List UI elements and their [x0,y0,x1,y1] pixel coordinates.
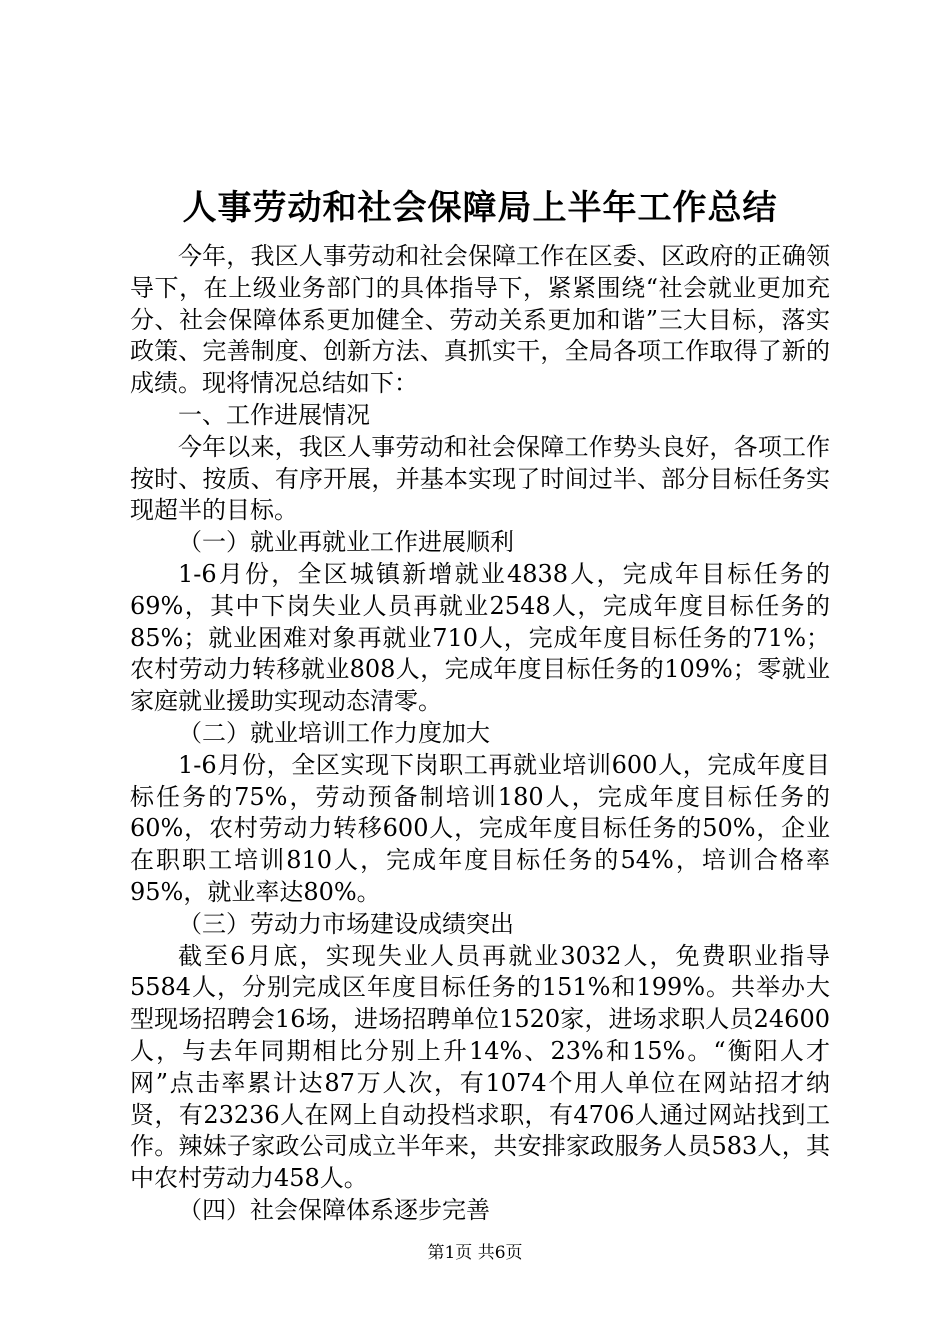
subsection-heading-labor-market: （三）劳动力市场建设成绩突出 [178,909,514,938]
document-body [130,183,830,1227]
subsection-heading-employment: （一）就业再就业工作进展顺利 [178,528,514,557]
subsection-paragraph-employment: 1-6月份，全区城镇新增就业4838人，完成年目标任务的69%，其中下岗失业人员再就业2548人，完成年度目标任务的85%；就业困难对象再就业710人，完成年度目标任务的71%；农村劳动力转移就业808人，完成年度目标任务的109%；零就业家庭就业援助实现动态清零。 [130,559,830,716]
subsection-paragraph-labor-market: 截至6月底，实现失业人员再就业3032人，免费职业指导5584人，分别完成区年度目标任务的151%和199%。共举办大型现场招聘会16场，进场招聘单位1520家，进场求职人员24600人，与去年同期相比分别上升14%、23%和15%。“衡阳人才网”点击率累计达87万人次，有1074个用人单位在网站招才纳贤，有23236人在网上自动投档求职，有4706人通过网站找到工作。辣妹子家政公司成立半年来，共安排家政服务人员583人，其中农村劳动力458人。 [130,941,830,1193]
section-paragraph-progress: 今年以来，我区人事劳动和社会保障工作势头良好，各项工作按时、按质、有序开展，并基本实现了时间过半、部分目标任务实现超半的目标。 [130,432,830,525]
page-number-footer: 第1页 共6页 [427,1243,523,1263]
subsection-heading-social-security: （四）社会保障体系逐步完善 [178,1195,490,1224]
subsection-paragraph-training: 1-6月份，全区实现下岗职工再就业培训600人，完成年度目标任务的75%，劳动预备制培训180人，完成年度目标任务的60%，农村劳动力转移600人，完成年度目标任务的50%，企业在职职工培训810人，完成年度目标任务的54%，培训合格率95%，就业率达80%。 [130,750,830,906]
section-heading-progress: 一、工作进展情况 [178,400,370,429]
document-title: 人事劳动和社会保障局上半年工作总结 [182,188,778,228]
subsection-heading-training: （二）就业培训工作力度加大 [178,718,490,747]
intro-paragraph: 今年，我区人事劳动和社会保障工作在区委、区政府的正确领导下，在上级业务部门的具体指导下，紧紧围绕“社会就业更加充分、社会保障体系更加健全、劳动关系更加和谐”三大目标，落实政策、完善制度、创新方法、真抓实干，全局各项工作取得了新的成绩。现将情况总结如下： [130,242,830,398]
